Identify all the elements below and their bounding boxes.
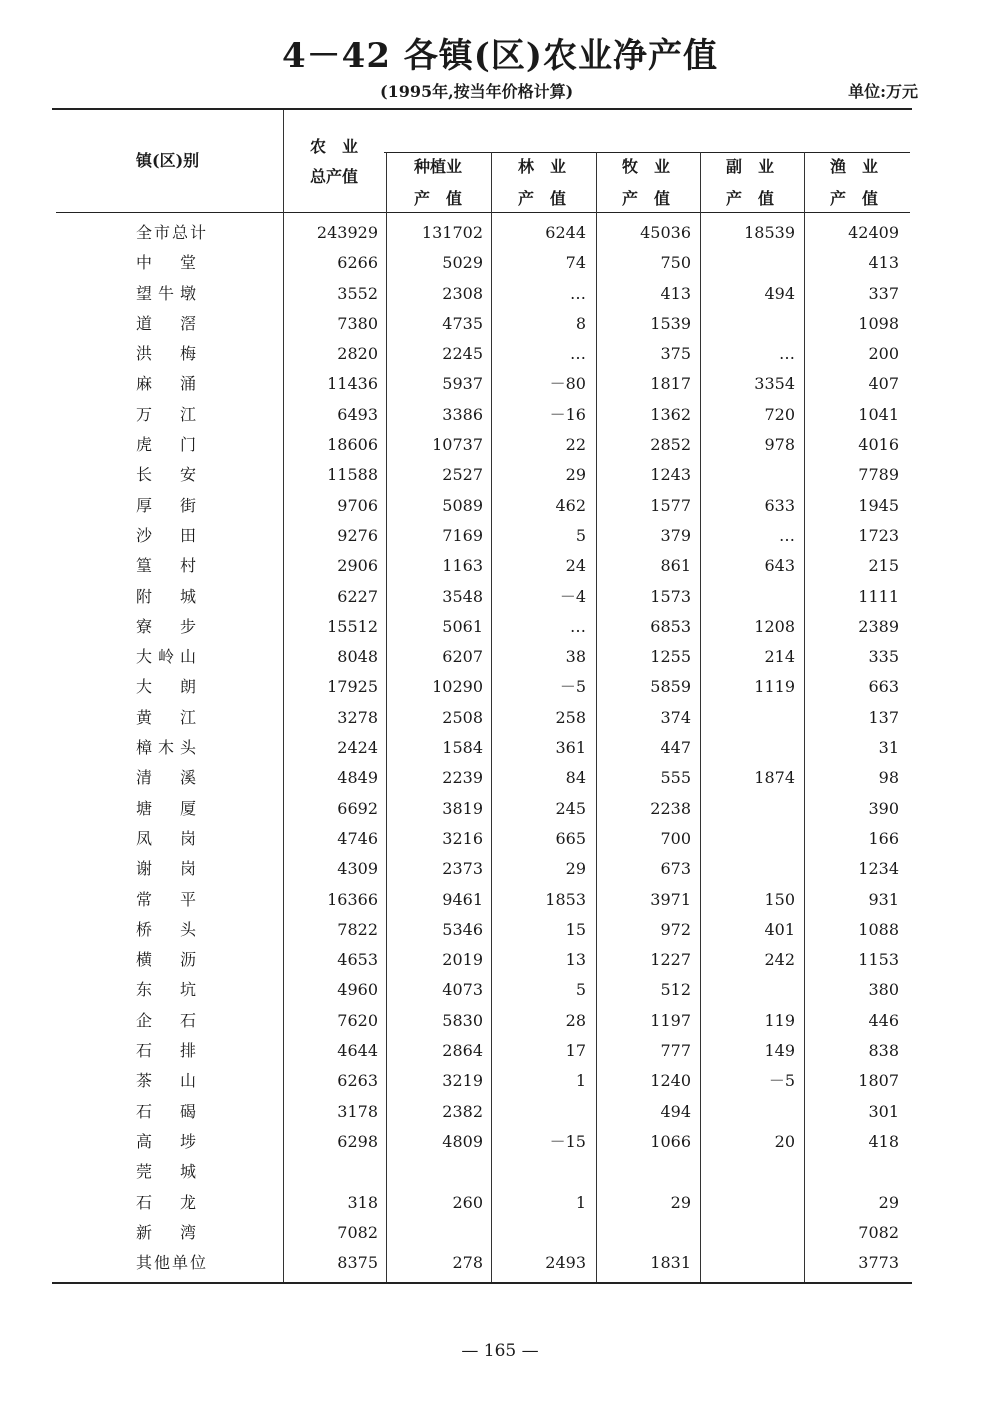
table-row [0, 672, 1000, 702]
table-cell: 2389 [858, 616, 899, 636]
table-cell: 1 [575, 1192, 586, 1212]
table-cell: 978 [764, 435, 795, 455]
table-cell: … [570, 283, 586, 303]
header-planting-1: 种植业 [414, 157, 463, 176]
table-cell: 5830 [442, 1010, 483, 1030]
table-cell: 31 [878, 738, 899, 758]
table-row [0, 854, 1000, 884]
town-name: 黄江 [136, 707, 196, 727]
table-cell: 7082 [337, 1222, 378, 1242]
table-cell: 10737 [432, 435, 483, 455]
header-planting-2: 产 值 [414, 189, 463, 208]
table-cell: 242 [764, 950, 795, 970]
table-row [0, 430, 1000, 460]
table-cell: 1243 [650, 465, 691, 485]
table-cell: 24 [565, 556, 586, 576]
table-cell: 7822 [337, 919, 378, 939]
table-cell: 2373 [442, 859, 483, 879]
table-row [0, 975, 1000, 1005]
table-cell: 390 [868, 798, 899, 818]
table-cell: 20 [774, 1131, 795, 1151]
table-cell: 29 [670, 1192, 691, 1212]
table-cell: 5061 [442, 616, 483, 636]
table-cell: 8048 [337, 647, 378, 667]
header-total-1: 农 业 [310, 137, 359, 156]
table-cell: 301 [868, 1101, 899, 1121]
table-cell: 4960 [337, 980, 378, 1000]
table-row [0, 279, 1000, 309]
table-cell: 245 [555, 798, 586, 818]
table-cell: 643 [764, 556, 795, 576]
header-fishery-2: 产 值 [830, 189, 879, 208]
table-cell: 6853 [650, 616, 691, 636]
table-cell: 1197 [650, 1010, 691, 1030]
town-name: 凤岗 [136, 828, 196, 848]
table-cell: 407 [868, 374, 899, 394]
town-name: 附城 [136, 586, 196, 606]
table-cell: 4309 [337, 859, 378, 879]
table-subtitle: (1995年,按当年价格计算) [380, 82, 574, 101]
table-cell: 74 [565, 253, 586, 273]
town-name: 企石 [136, 1010, 196, 1030]
town-name: 道滘 [136, 313, 196, 333]
table-cell: 673 [660, 859, 691, 879]
table-cell: 18539 [744, 223, 795, 242]
page-number: — 165 — [461, 1341, 539, 1361]
table-cell: －4 [559, 586, 586, 606]
table-cell: 5089 [442, 495, 483, 515]
table-cell: 2019 [442, 950, 483, 970]
table-cell: 5859 [650, 677, 691, 697]
table-cell: 3216 [442, 828, 483, 848]
town-name: 篁村 [136, 556, 196, 576]
table-bottom-rule [52, 1282, 912, 1284]
table-cell: 1 [575, 1071, 586, 1091]
table-cell: 13 [565, 950, 586, 970]
unit-label: 单位:万元 [848, 82, 918, 101]
table-cell: 3819 [442, 798, 483, 818]
table-row [0, 369, 1000, 399]
town-name: 茶山 [136, 1071, 196, 1091]
table-cell: 446 [868, 1010, 899, 1030]
table-cell: 931 [868, 889, 899, 909]
table-row [0, 551, 1000, 581]
table-row [0, 309, 1000, 339]
table-cell: 15 [565, 919, 586, 939]
table-cell: … [570, 344, 586, 364]
table-cell: 665 [555, 828, 586, 848]
table-cell: 215 [868, 556, 899, 576]
table-row [0, 460, 1000, 490]
table-cell: 119 [764, 1010, 795, 1030]
table-cell: 1539 [650, 313, 691, 333]
town-name: 望牛墩 [136, 283, 196, 303]
town-name: 石碣 [136, 1101, 196, 1121]
table-cell: 6207 [442, 647, 483, 667]
town-name: 高埗 [136, 1131, 196, 1151]
table-cell: … [779, 344, 795, 364]
table-cell: 131702 [421, 223, 483, 242]
page-title: 4－42 各镇(区)农业净产值 [282, 36, 718, 76]
header-total-2: 总产值 [310, 167, 359, 186]
table-cell: 18606 [327, 435, 378, 455]
table-row [0, 1248, 1000, 1278]
header-animal-2: 产 值 [622, 189, 671, 208]
table-cell: 278 [452, 1253, 483, 1273]
table-cell: 6266 [337, 253, 378, 273]
table-cell: 5346 [442, 919, 483, 939]
town-name: 沙田 [136, 525, 196, 545]
table-cell: 700 [660, 828, 691, 848]
table-cell: 2864 [442, 1041, 483, 1061]
table-cell: 720 [764, 404, 795, 424]
table-cell: 4849 [337, 768, 378, 788]
table-cell: 1119 [754, 677, 795, 697]
table-cell: 4644 [337, 1041, 378, 1061]
table-cell: 42409 [848, 223, 899, 242]
table-cell: 150 [764, 889, 795, 909]
table-cell: 494 [764, 283, 795, 303]
town-name: 石排 [136, 1041, 196, 1061]
table-row [0, 218, 1000, 248]
table-cell: 200 [868, 344, 899, 364]
table-cell: 6263 [337, 1071, 378, 1091]
table-cell: 3386 [442, 404, 483, 424]
table-cell: 337 [868, 283, 899, 303]
table-cell: 16366 [327, 889, 378, 909]
table-cell: 7082 [858, 1222, 899, 1242]
table-cell: 2906 [337, 556, 378, 576]
header-forestry-2: 产 值 [518, 189, 567, 208]
table-row [0, 582, 1000, 612]
table-cell: … [779, 525, 795, 545]
table-cell: －5 [559, 677, 586, 697]
town-name: 全市总计 [136, 223, 206, 242]
table-cell: －5 [768, 1071, 795, 1091]
table-cell: 838 [868, 1041, 899, 1061]
town-name: 石龙 [136, 1192, 196, 1212]
table-cell: 462 [555, 495, 586, 515]
table-cell: 380 [868, 980, 899, 1000]
table-row [0, 824, 1000, 854]
table-row [0, 400, 1000, 430]
table-cell: 2238 [650, 798, 691, 818]
table-row [0, 1006, 1000, 1036]
table-cell: 29 [565, 859, 586, 879]
table-cell: 17925 [327, 677, 378, 697]
table-cell: 7620 [337, 1010, 378, 1030]
town-name: 长安 [136, 465, 196, 485]
table-row [0, 491, 1000, 521]
table-cell: 8375 [337, 1253, 378, 1273]
table-cell: －16 [549, 404, 586, 424]
table-top-rule [52, 108, 912, 110]
table-cell: 972 [660, 919, 691, 939]
table-cell: 1584 [442, 738, 483, 758]
table-cell: 9276 [337, 525, 378, 545]
header-fishery-1: 渔 业 [830, 157, 879, 176]
town-name: 中堂 [136, 253, 196, 273]
table-cell: 137 [868, 707, 899, 727]
town-name: 新湾 [136, 1222, 196, 1242]
table-cell: 7380 [337, 313, 378, 333]
table-row [0, 885, 1000, 915]
table-cell: 413 [660, 283, 691, 303]
table-cell: 777 [660, 1041, 691, 1061]
town-name: 常平 [136, 889, 196, 909]
table-cell: 401 [764, 919, 795, 939]
table-row [0, 945, 1000, 975]
town-name: 大朗 [136, 677, 196, 697]
table-row [0, 794, 1000, 824]
table-cell: 5 [575, 525, 586, 545]
table-cell: 5937 [442, 374, 483, 394]
table-cell: 1208 [754, 616, 795, 636]
table-body [0, 218, 1000, 1278]
header-sideline-2: 产 值 [726, 189, 775, 208]
table-cell: 1945 [858, 495, 899, 515]
table-cell: 2245 [442, 344, 483, 364]
table-cell: 28 [565, 1010, 586, 1030]
table-row [0, 703, 1000, 733]
table-cell: 663 [868, 677, 899, 697]
table-cell: 413 [868, 253, 899, 273]
table-cell: 1111 [858, 586, 899, 606]
table-cell: 2852 [650, 435, 691, 455]
table-cell: 335 [868, 647, 899, 667]
table-cell: 1573 [650, 586, 691, 606]
town-name: 谢岗 [136, 859, 196, 879]
table-cell: 2527 [442, 465, 483, 485]
table-row [0, 1157, 1000, 1187]
table-cell: 6227 [337, 586, 378, 606]
table-cell: 45036 [640, 223, 691, 242]
table-cell: 29 [565, 465, 586, 485]
table-cell: 1255 [650, 647, 691, 667]
town-name: 大岭山 [136, 647, 196, 667]
table-cell: 1723 [858, 525, 899, 545]
table-cell: 375 [660, 344, 691, 364]
table-cell: 6298 [337, 1131, 378, 1151]
header-sideline-1: 副 业 [726, 157, 775, 176]
table-row [0, 521, 1000, 551]
table-cell: 84 [565, 768, 586, 788]
table-cell: 494 [660, 1101, 691, 1121]
table-cell: 633 [764, 495, 795, 515]
table-cell: 4735 [442, 313, 483, 333]
table-cell: 258 [555, 707, 586, 727]
table-cell: 17 [565, 1041, 586, 1061]
table-cell: 1853 [545, 889, 586, 909]
table-cell: 379 [660, 525, 691, 545]
table-row [0, 915, 1000, 945]
table-cell: 2493 [545, 1253, 586, 1273]
table-cell: 149 [764, 1041, 795, 1061]
table-cell: 9461 [442, 889, 483, 909]
header-forestry-1: 林 业 [518, 157, 567, 176]
table-cell: 447 [660, 738, 691, 758]
table-cell: 3548 [442, 586, 483, 606]
table-cell: 3354 [754, 374, 795, 394]
table-cell: 861 [660, 556, 691, 576]
table-row [0, 339, 1000, 369]
table-cell: 8 [575, 313, 586, 333]
town-name: 其他单位 [136, 1253, 206, 1273]
table-row [0, 1066, 1000, 1096]
table-cell: 6493 [337, 404, 378, 424]
table-row [0, 248, 1000, 278]
table-cell: 2239 [442, 768, 483, 788]
town-name: 虎门 [136, 435, 196, 455]
table-cell: 1817 [650, 374, 691, 394]
table-cell: 214 [764, 647, 795, 667]
table-cell: 2382 [442, 1101, 483, 1121]
table-cell: 38 [565, 647, 586, 667]
table-cell: 1577 [650, 495, 691, 515]
table-cell: 3773 [858, 1253, 899, 1273]
town-name: 寮步 [136, 616, 196, 636]
table-cell: 15512 [327, 616, 378, 636]
table-cell: 2508 [442, 707, 483, 727]
town-name: 桥头 [136, 919, 196, 939]
table-row [0, 642, 1000, 672]
table-cell: 11436 [327, 374, 378, 394]
table-row [0, 1127, 1000, 1157]
table-cell: 3219 [442, 1071, 483, 1091]
table-cell: 1098 [858, 313, 899, 333]
table-cell: 1362 [650, 404, 691, 424]
table-cell: 4016 [858, 435, 899, 455]
table-cell: 243929 [316, 223, 378, 242]
table-cell: 750 [660, 253, 691, 273]
town-name: 清溪 [136, 768, 196, 788]
table-cell: 361 [555, 738, 586, 758]
town-name: 横沥 [136, 950, 196, 970]
table-cell: … [570, 616, 586, 636]
table-cell: －80 [549, 374, 586, 394]
table-cell: 2424 [337, 738, 378, 758]
table-row [0, 733, 1000, 763]
table-cell: 260 [452, 1192, 483, 1212]
table-cell: 1807 [858, 1071, 899, 1091]
table-cell: 10290 [432, 677, 483, 697]
town-name: 厚街 [136, 495, 196, 515]
table-cell: 11588 [327, 465, 378, 485]
table-cell: 512 [660, 980, 691, 1000]
table-cell: 1240 [650, 1071, 691, 1091]
table-cell: 22 [565, 435, 586, 455]
table-row [0, 763, 1000, 793]
table-cell: 5029 [442, 253, 483, 273]
table-cell: 6692 [337, 798, 378, 818]
table-cell: 6244 [545, 223, 586, 242]
table-cell: 3178 [337, 1101, 378, 1121]
table-cell: 29 [878, 1192, 899, 1212]
table-cell: 4809 [442, 1131, 483, 1151]
table-cell: －15 [549, 1131, 586, 1151]
table-cell: 2820 [337, 344, 378, 364]
table-cell: 5 [575, 980, 586, 1000]
table-cell: 318 [347, 1192, 378, 1212]
table-row [0, 1036, 1000, 1066]
table-cell: 1874 [754, 768, 795, 788]
table-row [0, 612, 1000, 642]
table-cell: 1227 [650, 950, 691, 970]
table-cell: 4073 [442, 980, 483, 1000]
town-name: 东坑 [136, 980, 196, 1000]
table-row [0, 1097, 1000, 1127]
table-cell: 1153 [858, 950, 899, 970]
table-cell: 9706 [337, 495, 378, 515]
table-cell: 4653 [337, 950, 378, 970]
header-bottom-rule [56, 212, 910, 213]
town-name: 莞城 [136, 1162, 196, 1182]
table-cell: 418 [868, 1131, 899, 1151]
table-row [0, 1218, 1000, 1248]
table-cell: 1041 [858, 404, 899, 424]
table-cell: 1066 [650, 1131, 691, 1151]
table-row [0, 1188, 1000, 1218]
table-cell: 374 [660, 707, 691, 727]
table-cell: 98 [878, 768, 899, 788]
town-name: 麻涌 [136, 374, 196, 394]
town-name: 塘厦 [136, 798, 196, 818]
table-cell: 7169 [442, 525, 483, 545]
town-name: 万江 [136, 404, 196, 424]
table-cell: 1234 [858, 859, 899, 879]
table-cell: 2308 [442, 283, 483, 303]
table-cell: 1163 [442, 556, 483, 576]
town-name: 樟木头 [136, 738, 196, 758]
table-cell: 3971 [650, 889, 691, 909]
table-cell: 4746 [337, 828, 378, 848]
town-name: 洪梅 [136, 344, 196, 364]
table-cell: 3552 [337, 283, 378, 303]
table-cell: 555 [660, 768, 691, 788]
header-town: 镇(区)别 [136, 151, 200, 170]
table-cell: 7789 [858, 465, 899, 485]
table-cell: 166 [868, 828, 899, 848]
header-animal-1: 牧 业 [622, 157, 671, 176]
table-cell: 1831 [650, 1253, 691, 1273]
table-cell: 1088 [858, 919, 899, 939]
table-cell: 3278 [337, 707, 378, 727]
